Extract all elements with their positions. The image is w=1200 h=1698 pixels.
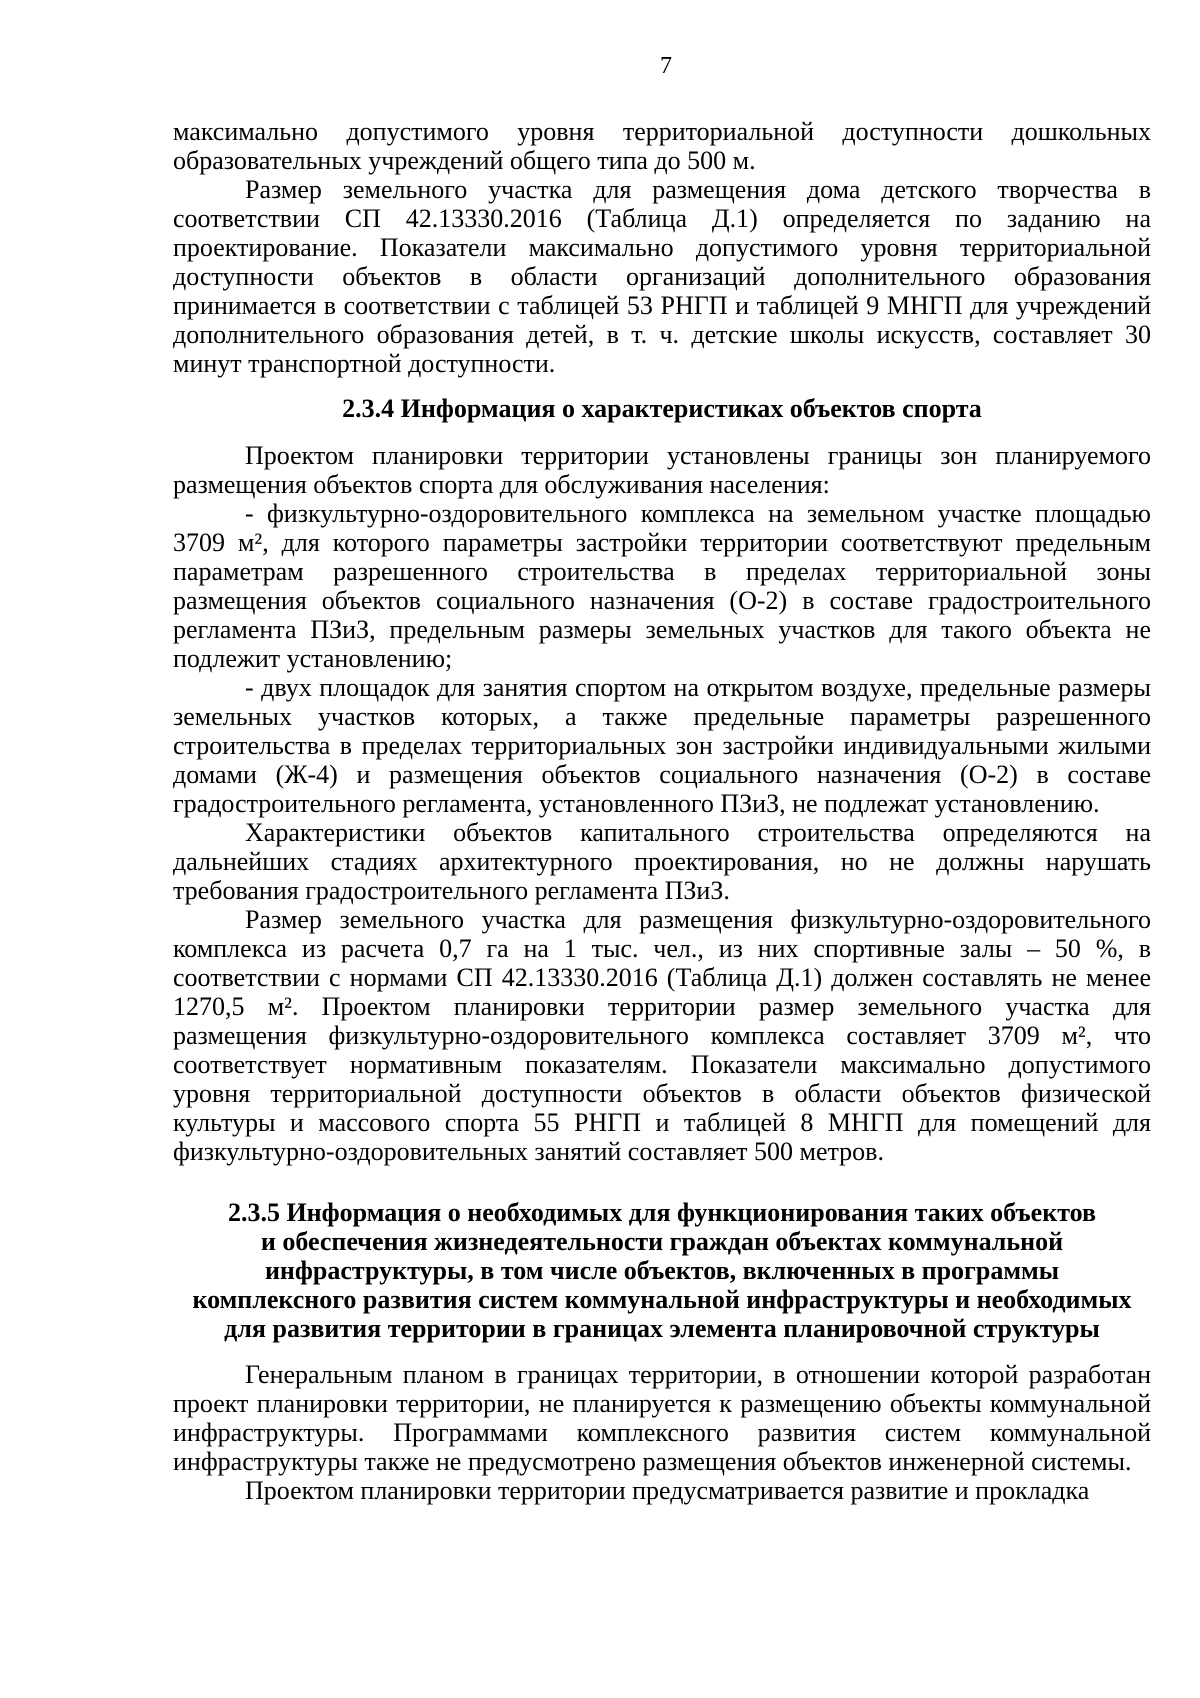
heading-line: для развития территории в границах элемента планировочной структуры [224,1314,1100,1343]
paragraph: Проектом планировки территории предусматривается развитие и прокладка [245,1476,1090,1505]
paragraph: Размер земельного участка для размещения физкультурно-оздоровительного комплекса из расчета 0,7 га на 1 тыс. чел., из них спортивные залы – 50 %, в соответствии с нормами СП 42.13330.2016 (Таблица Д.1) должен составлять не менее 1270,5 м². Проектом планировки территории размер земельного участка для размещения физкультурно-оздоровительного комплекса составляет 3709 м², что соответствует нормативным показателям. Показатели максимально допустимого уровня территориальной доступности объектов в области объектов физической культуры и массового спорта 55 РНГП и таблицей 8 МНГП для помещений для физкультурно-оздоровительных занятий составляет 500 метров. [173,905,1151,1166]
page-number: 7 [660,53,672,79]
heading-line: инфраструктуры, в том числе объектов, включенных в программы [264,1256,1060,1285]
section-heading-2-3-5 [173,1198,1151,1343]
paragraph: Проектом планировки территории установлены границы зон планируемого размещения объектов спорта для обслуживания населения: [173,441,1151,499]
list-item-paragraph: - физкультурно-оздоровительного комплекса на земельном участке площадью 3709 м², для которого параметры застройки территории соответствуют предельным параметрам разрешенного строительства в пределах территориальной зоны размещения объектов социального назначения (О-2) в составе градостроительного регламента ПЗиЗ, предельным размеры земельных участков для такого объекта не подлежит установлению; [173,499,1151,673]
paragraph-continued: максимально допустимого уровня территориальной доступности дошкольных образовательных учреждений общего типа до 500 м. [173,117,1151,175]
heading-line: 2.3.5 Информация о необходимых для функционирования таких объектов [227,1198,1097,1227]
paragraph: Размер земельного участка для размещения дома детского творчества в соответствии СП 42.13330.2016 (Таблица Д.1) определяется по заданию на проектирование. Показатели максимально допустимого уровня территориальной доступности объектов в области организаций дополнительного образования принимается в соответствии с таблицей 53 РНГП и таблицей 9 МНГП для учреждений дополнительного образования детей, в т. ч. детские школы искусств, составляет 30 минут транспортной доступности. [173,175,1151,378]
section-heading-2-3-4: 2.3.4 Информация о характеристиках объектов спорта [342,394,982,423]
heading-line: комплексного развития систем коммунальной инфраструктуры и необходимых [192,1285,1132,1314]
document-page [173,52,1151,1505]
paragraph: Характеристики объектов капитального строительства определяются на дальнейших стадиях архитектурного проектирования, но не должны нарушать требования градостроительного регламента ПЗиЗ. [173,818,1151,905]
paragraph: Генеральным планом в границах территории, в отношении которой разработан проект планировки территории, не планируется к размещению объекты коммунальной инфраструктуры. Программами комплексного развития систем коммунальной инфраструктуры также не предусмотрено размещения объектов инженерной системы. [173,1360,1151,1476]
heading-line: и обеспечения жизнедеятельности граждан объектах коммунальной [260,1227,1064,1256]
list-item-paragraph: - двух площадок для занятия спортом на открытом воздухе, предельные размеры земельных участков которых, а также предельные параметры разрешенного строительства в пределах территориальных зон застройки индивидуальными жилыми домами (Ж-4) и размещения объектов социального назначения (О-2) в составе градостроительного регламента, установленного ПЗиЗ, не подлежат установлению. [173,673,1151,818]
